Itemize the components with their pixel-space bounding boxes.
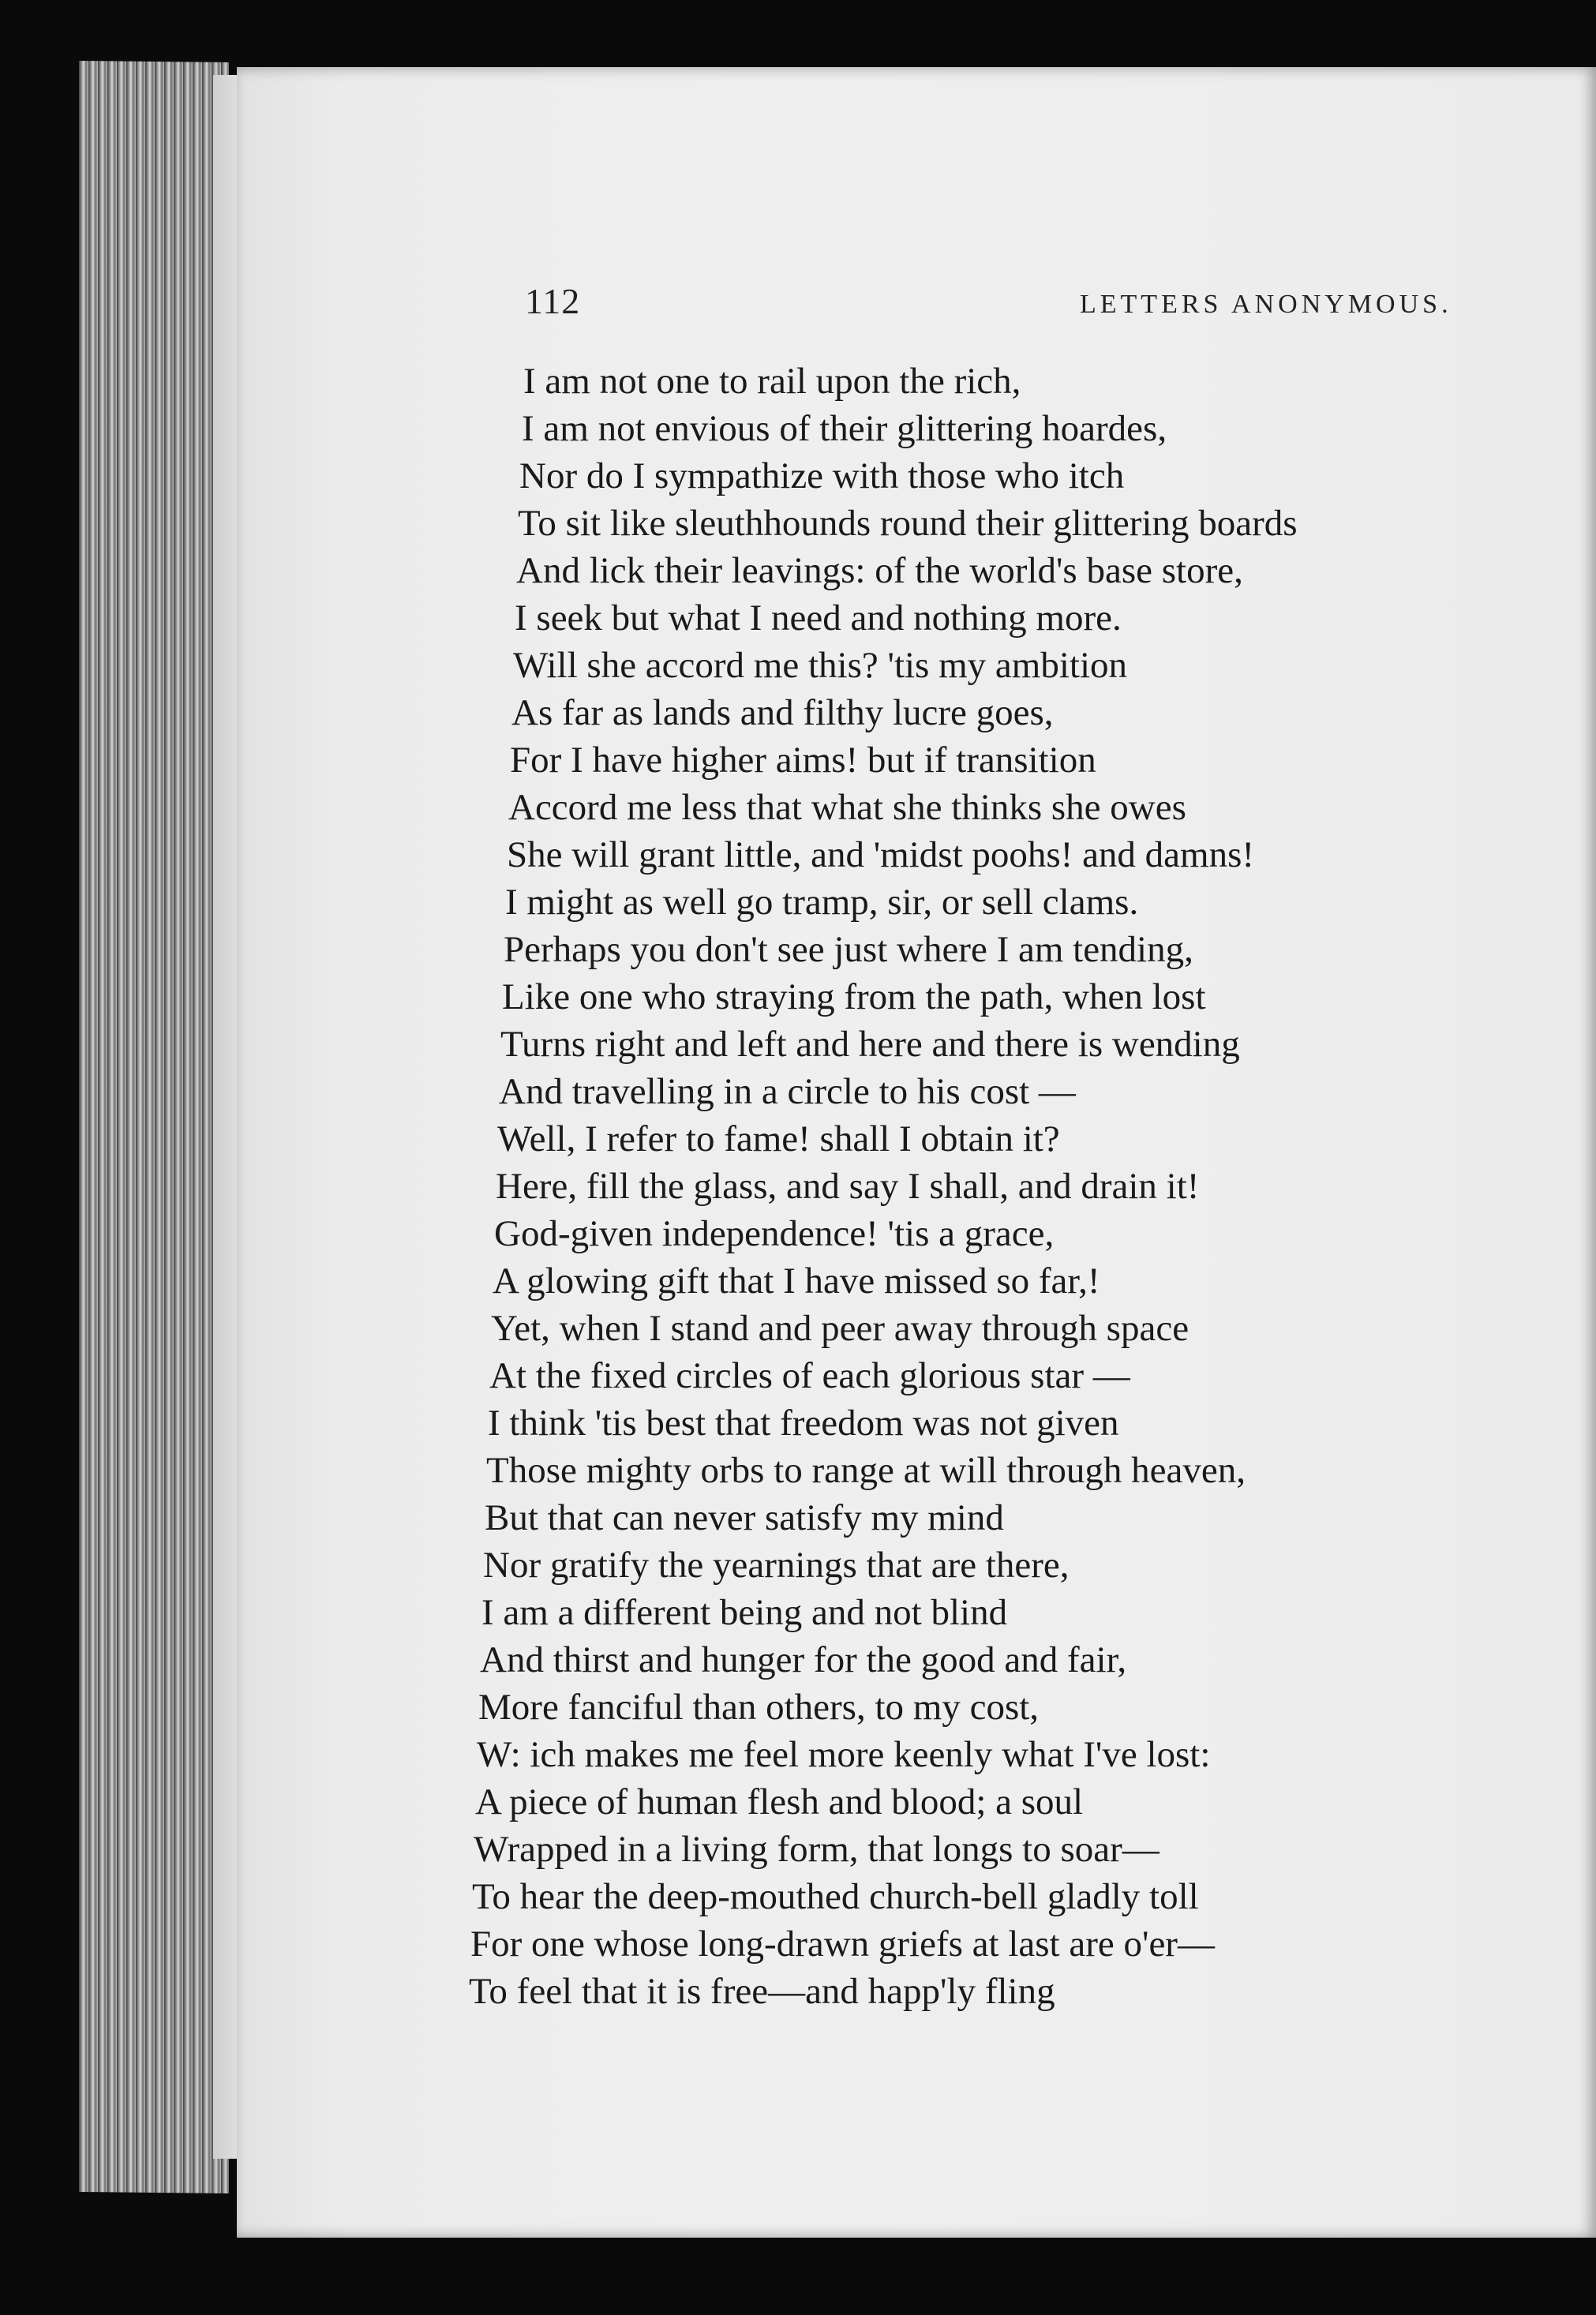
poem-line: As far as lands and filthy lucre goes,	[511, 692, 1054, 733]
poem-line: Nor do I sympathize with those who itch	[519, 455, 1125, 496]
poem-line: A piece of human flesh and blood; a soul	[475, 1781, 1084, 1822]
poem-line: Nor gratify the yearnings that are there,	[483, 1545, 1070, 1586]
poem-line: Like one who straying from the path, when lost	[502, 976, 1206, 1017]
poem-line: I might as well go tramp, sir, or sell clams.	[505, 882, 1139, 923]
poem-line: For I have higher aims! but if transition	[510, 740, 1096, 781]
poem-line: She will grant little, and 'midst poohs! and damns!	[507, 834, 1255, 875]
poem-line: Those mighty orbs to range at will through heaven,	[486, 1450, 1246, 1491]
poem-line: God-given independence! 'tis a grace,	[494, 1213, 1055, 1254]
poem-line: To feel that it is free—and happ'ly fling	[469, 1971, 1055, 2012]
poem-line: W: ich makes me feel more keenly what I've lost:	[477, 1734, 1211, 1775]
book-page-edges	[79, 61, 229, 2193]
poem-line: Turns right and left and here and there is wending	[500, 1024, 1240, 1065]
poem-line: To hear the deep-mouthed church-bell gladly toll	[472, 1876, 1199, 1917]
poem-line: And travelling in a circle to his cost —	[499, 1071, 1076, 1112]
poem-line: I seek but what I need and nothing more.	[515, 597, 1122, 639]
poem-line: For one whose long-drawn griefs at last are o'er—	[470, 1924, 1215, 1965]
poem-line: Accord me less that what she thinks she owes	[508, 787, 1186, 828]
poem-line: Wrapped in a living form, that longs to soar—	[474, 1829, 1160, 1870]
poem-line: More fanciful than others, to my cost,	[478, 1687, 1040, 1728]
book-page	[237, 67, 1596, 2238]
poem-line: Well, I refer to fame! shall I obtain it?	[497, 1118, 1060, 1159]
poem-line: Here, fill the glass, and say I shall, and drain it!	[496, 1166, 1200, 1207]
poem	[237, 67, 1596, 2238]
poem-line: Yet, when I stand and peer away through space	[491, 1308, 1190, 1349]
poem-line: Will she accord me this? 'tis my ambition	[513, 645, 1128, 686]
poem-line: Perhaps you don't see just where I am tending,	[504, 929, 1193, 970]
page-number: 112	[525, 281, 581, 321]
poem-line: To sit like sleuthhounds round their glittering boards	[518, 503, 1298, 544]
poem-line: I am a different being and not blind	[481, 1592, 1008, 1633]
poem-line: I am not one to rail upon the rich,	[523, 361, 1021, 402]
poem-line: But that can never satisfy my mind	[485, 1497, 1004, 1538]
poem-line: And lick their leavings: of the world's base store,	[516, 550, 1243, 591]
poem-line: I think 'tis best that freedom was not given	[488, 1403, 1119, 1444]
poem-line: At the fixed circles of each glorious star —	[489, 1355, 1130, 1396]
running-head: LETTERS ANONYMOUS.	[1080, 290, 1452, 319]
poem-line: And thirst and hunger for the good and fair,	[480, 1639, 1127, 1680]
poem-line: I am not envious of their glittering hoardes,	[522, 408, 1167, 449]
poem-line: A glowing gift that I have missed so far,!	[493, 1261, 1100, 1302]
